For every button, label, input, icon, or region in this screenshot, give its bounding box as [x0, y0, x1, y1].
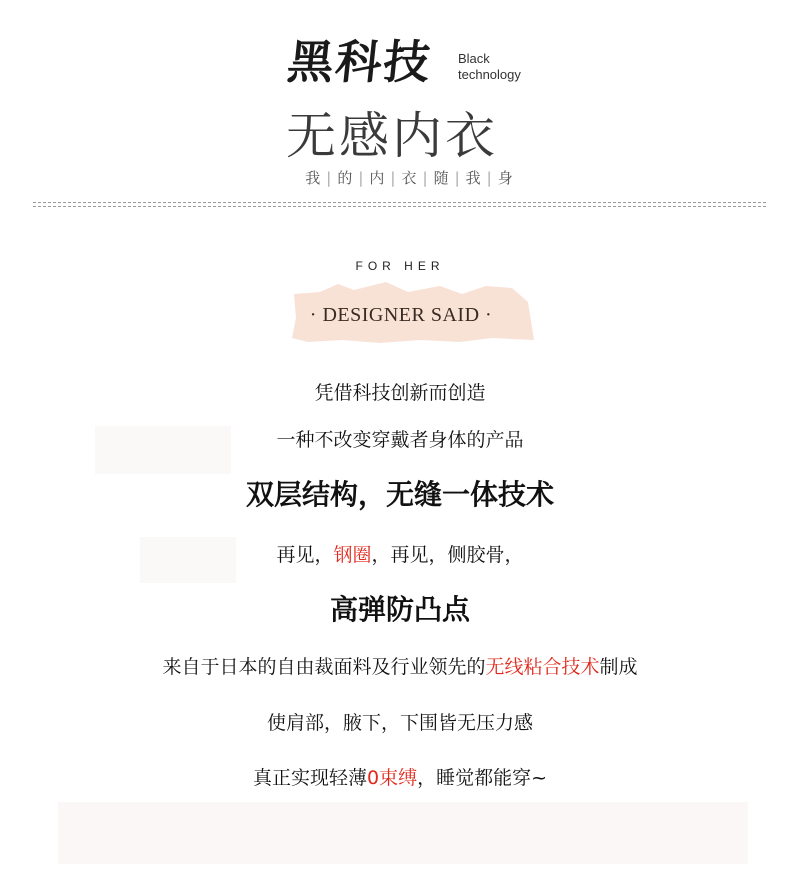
headline-double-layer: 双层结构，无缝一体技术	[245, 478, 554, 511]
tagline-separator: |	[358, 169, 364, 187]
copy-line-2: 一种不改变穿戴者身体的产品	[276, 429, 524, 451]
tagline-char: 的	[337, 169, 353, 187]
copy-text: 真正实现轻薄	[252, 767, 367, 789]
headline-anti-bump: 高弹防凸点	[329, 593, 470, 626]
title-english-line1: Black	[458, 51, 490, 66]
copy-text: 来自于日本的自由裁面料及行业领先的	[162, 656, 486, 678]
tagline-separator: |	[486, 169, 492, 187]
copy-text: ，睡觉都能穿~	[417, 767, 548, 789]
tagline-char: 衣	[401, 169, 417, 187]
designer-said-label: · DESIGNER SAID ·	[309, 304, 493, 326]
highlight-text: 无线粘合技术	[485, 656, 600, 678]
tagline-separator: |	[422, 169, 428, 187]
for-her-label: FOR HER	[355, 259, 445, 273]
highlight-text: 钢圈	[333, 544, 372, 566]
tagline	[0, 167, 790, 188]
title-english	[458, 51, 521, 83]
tagline-char: 内	[369, 169, 385, 187]
copy-line-japan	[0, 652, 790, 679]
tagline-char: 随	[433, 169, 449, 187]
tagline-char: 我	[305, 169, 321, 187]
page-title: 无感内衣	[286, 107, 498, 165]
copy-text: ，再见，侧胶骨，	[371, 544, 524, 566]
copy-line-1: 凭借科技创新而创造	[314, 382, 486, 404]
copy-line-zero-restraint	[0, 763, 790, 790]
tagline-char: 身	[497, 169, 513, 187]
tagline-char: 我	[465, 169, 481, 187]
title-black-tech: 黑科技	[284, 35, 435, 89]
copy-text: 制成	[599, 656, 638, 678]
dashed-divider	[33, 202, 766, 207]
copy-line-no-pressure: 使肩部，腋下，下围皆无压力感	[266, 712, 533, 734]
tagline-separator: |	[326, 169, 332, 187]
copy-line-goodbye	[0, 540, 790, 567]
copy-text: 再见，	[276, 544, 334, 566]
title-english-line2: technology	[458, 67, 521, 82]
highlight-text: 0束缚	[367, 767, 418, 789]
tagline-separator: |	[454, 169, 460, 187]
background-shade	[58, 802, 748, 864]
tagline-separator: |	[390, 169, 396, 187]
